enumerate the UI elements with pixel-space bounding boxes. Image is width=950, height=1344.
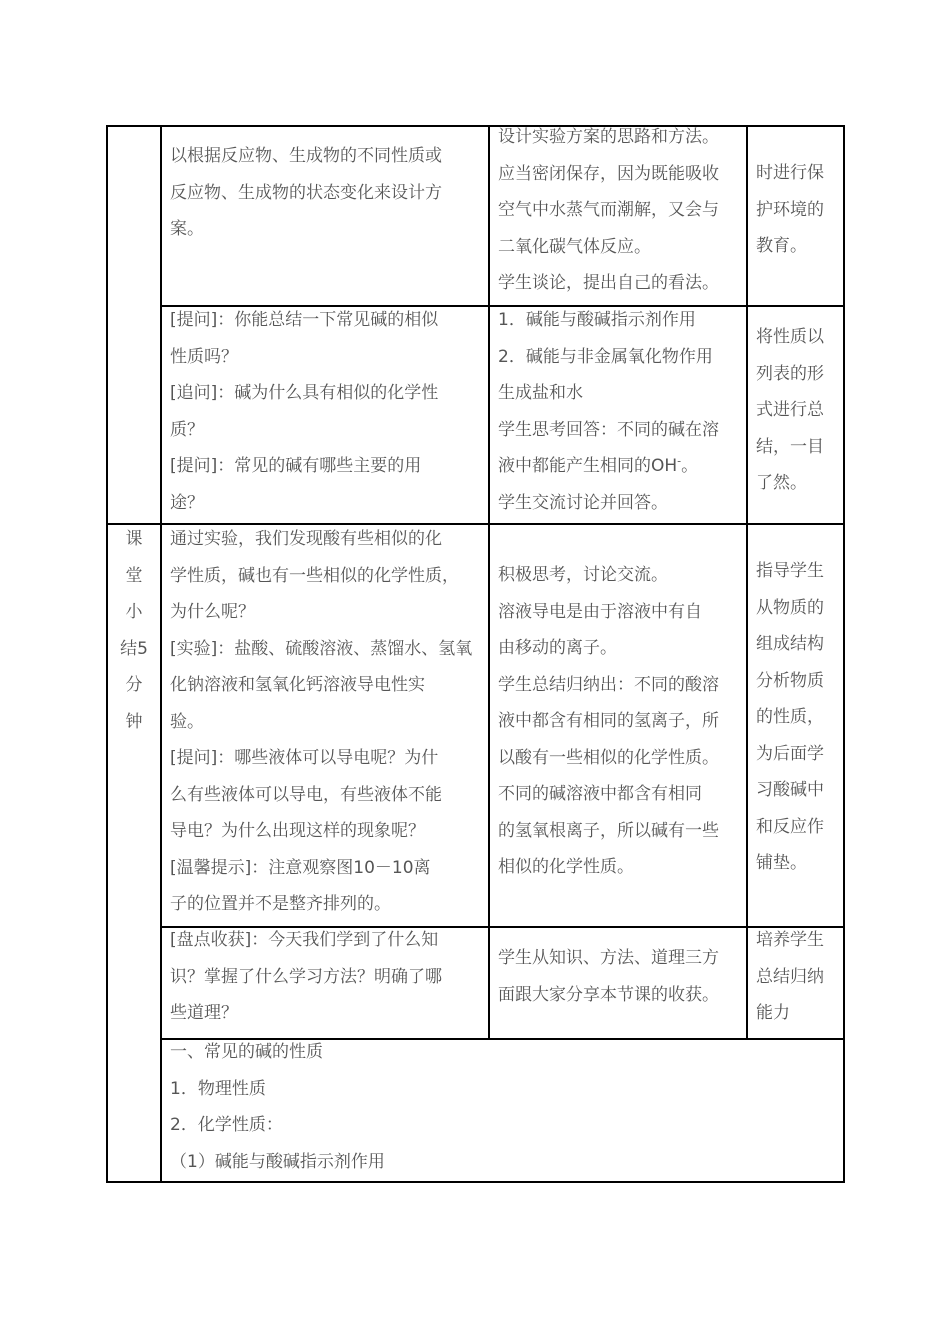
text-line: 导电？为什么出现这样的现象呢？ — [170, 821, 425, 841]
text-line: 由移动的离子。 — [498, 638, 617, 658]
text-line: 性质吗？ — [170, 346, 238, 367]
text-line: 习酸碱中 — [756, 780, 824, 800]
student-column-divider — [746, 125, 748, 1040]
text-line: 学性质，碱也有一些相似的化学性质， — [170, 565, 459, 586]
text-line: 时进行保 — [756, 163, 824, 183]
text-line: 通过实验，我们发现酸有些相似的化 — [170, 529, 442, 549]
stage-char: 分 — [125, 675, 143, 695]
row3-student-cell — [498, 557, 744, 886]
text-line: 式进行总 — [756, 400, 824, 420]
board-line: 一、常见的碱的性质 — [170, 1042, 323, 1062]
board-line: （1）碱能与酸碱指示剂作用 — [170, 1151, 385, 1172]
stage-label-cell — [108, 521, 160, 740]
board-line: 1．物理性质 — [170, 1078, 266, 1099]
text-line: [追问]：碱为什么具有相似的化学性 — [170, 383, 439, 403]
text-line: 质？ — [170, 419, 204, 440]
text-line: [提问]：常见的碱有哪些主要的用 — [170, 456, 422, 476]
text-line — [498, 448, 744, 485]
row1-student-cell — [498, 119, 744, 302]
stage-char: 钟 — [125, 711, 143, 732]
stage-char: 堂 — [125, 565, 143, 586]
text-line: 途？ — [170, 492, 204, 513]
text-line: 培养学生 — [756, 930, 824, 950]
text-line: 以根据反应物、生成物的不同性质或 — [170, 146, 442, 166]
text-line: 学生谈论，提出自己的看法。 — [498, 273, 719, 293]
row1-intent-cell — [756, 155, 842, 265]
text-line: 的氢氧根离子，所以碱有一些 — [498, 820, 719, 841]
text-line: 二氧化碳气体反应。 — [498, 236, 651, 257]
text-line: 反应物、生成物的状态变化来设计方 — [170, 182, 442, 203]
text-line: 化钠溶液和氢氧化钙溶液导电性实 — [170, 675, 425, 695]
oh-ion-text: 液中都能产生相同的OH — [498, 456, 678, 476]
text-line: [提问]：哪些液体可以导电呢？为什 — [170, 748, 439, 768]
text-line: 积极思考，讨论交流。 — [498, 565, 668, 585]
text-line: 么有些液体可以导电，有些液体不能 — [170, 784, 442, 805]
text-line: 的性质， — [756, 707, 824, 727]
text-line: 子的位置并不是整齐排列的。 — [170, 894, 391, 914]
text-line: 面跟大家分享本节课的收获。 — [498, 984, 719, 1005]
text-line: 不同的碱溶液中都含有相同 — [498, 784, 702, 804]
text-line: 学生思考回答：不同的碱在溶 — [498, 419, 719, 440]
row1-teacher-cell — [170, 138, 482, 248]
text-line: 应当密闭保存，因为既能吸收 — [498, 163, 719, 184]
text-line: 空气中水蒸气而潮解，又会与 — [498, 200, 719, 220]
text-line: 学生交流讨论并回答。 — [498, 492, 668, 513]
text-line: 1．碱能与酸碱指示剂作用 — [498, 310, 696, 330]
row2-teacher-cell — [170, 302, 482, 521]
sentence-end: 。 — [681, 456, 699, 476]
table-bottom-border — [106, 1181, 845, 1183]
text-line: 教育。 — [756, 236, 807, 256]
text-line: 相似的化学性质。 — [498, 857, 634, 877]
text-line: 液中都含有相同的氢离子，所 — [498, 711, 719, 731]
text-line: 从物质的 — [756, 597, 824, 618]
stage-column-divider — [160, 125, 162, 1183]
text-line: [盘点收获]：今天我们学到了什么知 — [170, 930, 439, 950]
text-line: 了然。 — [756, 473, 807, 493]
stage-char: 结5 — [120, 638, 148, 659]
text-line: 总结归纳 — [756, 966, 824, 987]
text-line: 生成盐和水 — [498, 383, 583, 403]
teacher-column-divider — [488, 125, 490, 1040]
text-line: 列表的形 — [756, 363, 824, 384]
text-line: 和反应作 — [756, 816, 824, 837]
text-line: [温馨提示]：注意观察图10－10离 — [170, 857, 431, 878]
stage-char: 课 — [125, 529, 143, 549]
text-line: 分析物质 — [756, 670, 824, 691]
row2-intent-cell — [756, 319, 842, 502]
text-line: 结，一目 — [756, 436, 824, 457]
board-line: 2．化学性质： — [170, 1115, 283, 1135]
ion-charge-superscript: - — [677, 454, 682, 468]
text-line: 案。 — [170, 219, 204, 239]
text-line: 些道理？ — [170, 1003, 238, 1023]
text-line: 以酸有一些相似的化学性质。 — [498, 747, 719, 768]
row3-teacher-cell — [170, 521, 486, 923]
text-line: 设计实验方案的思路和方法。 — [498, 127, 719, 147]
text-line: 为后面学 — [756, 743, 824, 764]
text-line: 指导学生 — [756, 561, 824, 581]
row4-student-cell — [498, 940, 744, 1013]
text-line: 将性质以 — [756, 327, 824, 347]
board-design-cell — [170, 1034, 840, 1180]
text-line: 组成结构 — [756, 634, 824, 654]
text-line: 验。 — [170, 711, 204, 732]
table-right-border — [843, 125, 845, 1183]
row4-intent-cell — [756, 922, 842, 1032]
text-line: 为什么呢？ — [170, 602, 255, 622]
text-line: 能力 — [756, 1003, 790, 1023]
text-line: 溶液导电是由于溶液中有自 — [498, 601, 702, 622]
row2-student-cell — [498, 302, 744, 521]
text-line: 护环境的 — [756, 199, 824, 220]
text-line: [实验]：盐酸、硫酸溶液、蒸馏水、氢氧 — [170, 638, 473, 659]
text-line: 铺垫。 — [756, 853, 807, 873]
text-line: [提问]：你能总结一下常见碱的相似 — [170, 310, 439, 330]
text-line: 学生从知识、方法、道理三方 — [498, 948, 719, 968]
row4-teacher-cell — [170, 922, 486, 1032]
text-line: 识？掌握了什么学习方法？明确了哪 — [170, 966, 442, 987]
stage-char: 小 — [125, 602, 143, 622]
row3-intent-cell — [756, 553, 842, 882]
text-line: 学生总结归纳出：不同的酸溶 — [498, 674, 719, 695]
text-line: 2．碱能与非金属氧化物作用 — [498, 346, 713, 367]
